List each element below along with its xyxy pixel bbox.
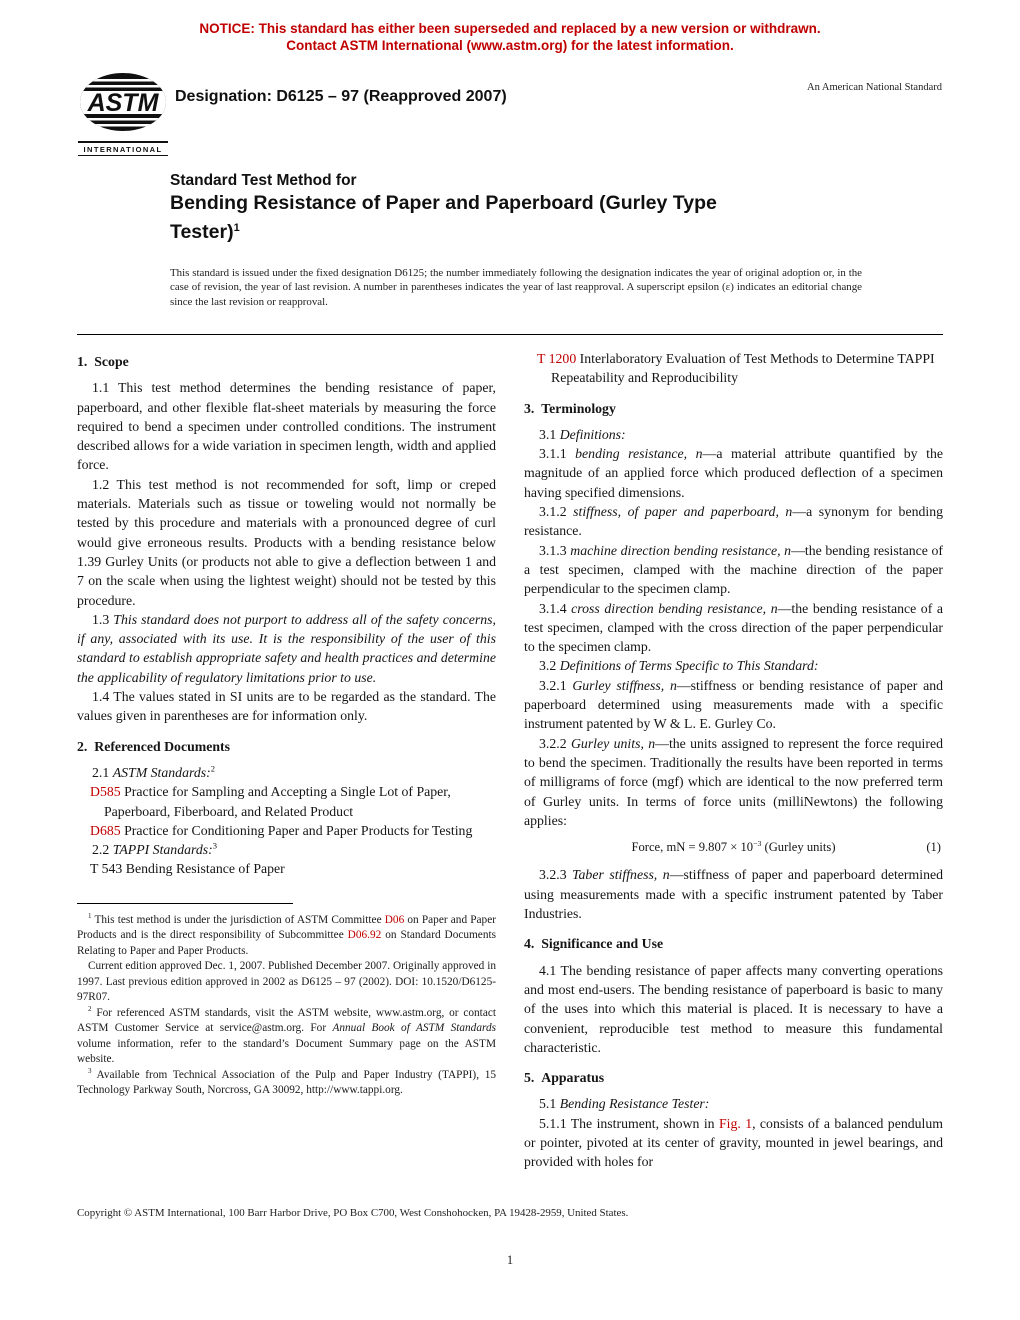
text-segment: Gurley stiffness, n <box>572 677 677 693</box>
text-segment: , consists of a balanced pendulum or pointer, pivoted at its center of gravity, mounted in jewel bearings, and provided with holes for <box>524 1115 943 1170</box>
text-segment: TAPPI Standards: <box>112 842 213 858</box>
reference-entry <box>90 821 496 840</box>
text-segment: Practice for Sampling and Accepting a Single Lot of Paper, Paperboard, Fiberboard, and Related Product <box>104 784 451 819</box>
footnote <box>77 1068 496 1099</box>
text-segment: volume information, refer to the standard’s Document Summary page on the ASTM website. <box>77 1037 496 1066</box>
text-segment: 3 <box>212 840 218 851</box>
paragraph <box>524 734 943 830</box>
paragraph <box>524 865 943 923</box>
copyright-line: Copyright © ASTM International, 100 Barr Harbor Drive, PO Box C700, West Conshohocken, PA 19428-2959, United States. <box>77 1207 629 1219</box>
text-segment: 1.4 The values stated in SI units are to be regarded as the standard. The values given in parentheses are for information only. <box>77 689 496 724</box>
text-segment: Force, mN = 9.807 × 10 <box>631 840 754 855</box>
text-segment: 3.2.1 <box>539 677 573 693</box>
page-number: 1 <box>506 1253 514 1267</box>
text-segment: —stiffness or bending resistance of paper and paperboard determined using measurements made with a specific instrument patented by W & L. E. Gurley Co. <box>524 677 943 732</box>
section-heading <box>77 352 496 371</box>
reference-entry <box>90 782 496 821</box>
text-segment: —a synonym for bending resistance. <box>524 504 944 539</box>
text-segment: stiffness, of paper and paperboard, n <box>573 504 793 520</box>
section-heading <box>77 737 496 756</box>
text-segment: Current edition approved Dec. 1, 2007. Published December 2007. Originally approved in 1997. Last previous edition approved in 2002 as D6125 – 97 (2002). DOI: 10.1520/D6125-97R07. <box>77 960 496 1004</box>
astm-logo-international-label: INTERNATIONAL <box>78 141 168 156</box>
paragraph <box>77 610 496 687</box>
text-segment: 1 <box>88 911 92 920</box>
paragraph <box>77 378 496 474</box>
equation <box>524 838 943 857</box>
section-heading <box>524 934 943 953</box>
text-segment: 3. Terminology <box>524 400 616 416</box>
supersession-notice <box>0 20 1020 54</box>
paragraph <box>524 656 943 675</box>
text-segment: 2.2 <box>92 842 113 858</box>
text-segment: 5.1 <box>539 1096 560 1112</box>
text-segment: 1.3 <box>92 611 114 627</box>
section-heading <box>524 1068 943 1087</box>
text-segment: Annual Book of ASTM Standards <box>332 1022 497 1035</box>
text-segment: —stiffness of paper and paperboard determined using measurements made with a specific instrument patented by Taber Industries. <box>524 867 944 922</box>
reference-entry <box>90 859 496 878</box>
notice-line-2: Contact ASTM International (www.astm.org) for the latest information. <box>286 38 734 53</box>
paragraph <box>77 687 496 726</box>
text-segment: 2 <box>210 763 215 774</box>
text-segment: 3.1.4 <box>539 600 572 616</box>
paragraph <box>77 763 496 782</box>
text-segment: Gurley units, n <box>570 735 656 751</box>
designation-heading: Designation: D6125 – 97 (Reapproved 2007) <box>175 88 507 105</box>
text-segment: —the bending resistance of a test specimen, clamped with the machine direction of the paper perpendicular to the specimen clamp. <box>524 542 943 597</box>
astm-globe-icon <box>78 72 168 134</box>
text-segment: 2.1 <box>92 764 113 780</box>
text-segment: 4. Significance and Use <box>524 936 664 952</box>
text-segment: Practice for Conditioning Paper and Paper Products for Testing <box>120 822 473 838</box>
paragraph <box>524 502 943 541</box>
left-column <box>77 349 496 1172</box>
document-title-text: Bending Resistance of Paper and Paperboard (Gurley Type Tester) <box>170 192 717 243</box>
paragraph <box>524 425 943 444</box>
text-segment: (Gurley units) <box>761 840 836 855</box>
text-segment: —the units assigned to represent the force required to bend the specimen. Traditionally the results have been reported in terms of milligrams of force (mgf) which are identical to the now preferred term of Gurley units. In terms of force units (milliNewtons) the following applies: <box>524 735 944 828</box>
astm-logo <box>78 72 168 156</box>
footnote <box>77 913 496 960</box>
paragraph <box>524 444 943 502</box>
text-segment: −3 <box>753 838 762 848</box>
paragraph <box>524 961 943 1057</box>
text-segment: on Paper and Paper Products and is the direct responsibility of Subcommittee <box>77 913 496 942</box>
text-segment: For referenced ASTM standards, visit the ASTM website, www.astm.org, or contact ASTM Customer Service at service@astm.org. For <box>77 1006 496 1035</box>
paragraph <box>524 541 943 599</box>
section-heading <box>524 399 943 418</box>
paragraph <box>524 1094 943 1113</box>
text-segment: —the bending resistance of a test specimen, clamped with the cross direction of the paper perpendicular to the specimen clamp. <box>524 600 943 655</box>
text-segment: 3.1 <box>539 426 560 442</box>
reference-link[interactable]: T 1200 <box>537 351 577 366</box>
text-segment: Definitions: <box>559 426 626 442</box>
text-segment: bending resistance, n <box>575 446 703 462</box>
footnote <box>77 1006 496 1068</box>
text-segment: This test method is under the jurisdiction of ASTM Committee <box>91 913 385 926</box>
text-segment: 2 <box>88 1004 92 1013</box>
equation-number: (1) <box>926 840 941 855</box>
reference-entry <box>537 349 943 388</box>
text-segment: Bending Resistance Tester: <box>559 1096 710 1112</box>
header-divider-rule <box>77 334 943 335</box>
text-segment: 3.2 <box>539 658 560 674</box>
text-segment: Available from Technical Association of the Pulp and Paper Industry (TAPPI), 15 Technology Parkway South, Norcross, GA 30092, http://www.tappi.org. <box>77 1068 496 1097</box>
text-segment: Taber stiffness, n <box>572 867 670 883</box>
reference-link[interactable]: Fig. 1 <box>718 1115 753 1131</box>
left-column-blocks <box>77 352 496 879</box>
text-segment: 5. Apparatus <box>524 1070 605 1086</box>
astm-logo-text: ASTM <box>87 89 159 117</box>
footnote <box>77 959 496 1006</box>
paragraph <box>77 475 496 610</box>
text-segment: ASTM Standards: <box>112 764 211 780</box>
title-block <box>170 170 830 245</box>
footnote-separator-rule <box>77 903 293 904</box>
notice-line-1: NOTICE: This standard has either been superseded and replaced by a new version or withdrawn. <box>199 21 821 36</box>
standard-issuance-note: This standard is issued under the fixed designation D6125; the number immediately following the designation indicates the year of original adoption or, in the case of revision, the year of last revision. A number in parentheses indicates the year of last reapproval. A superscript epsilon (ε) indicates an editorial change since the last revision or reapproval. <box>170 267 862 308</box>
text-segment: 1.2 This test method is not recommended for soft, limp or creped materials. Materials such as tissue or toweling would not normally be tested by this procedure and materials with a pronounced degree of curl would give erroneous results. Products with a bending resistance below 1.39 Gurley Units (or products not able to give a deflection between 1 and 7 on the scale when using the lightest weight) should not be tested by this procedure. <box>77 476 496 608</box>
text-segment: Interlaboratory Evaluation of Test Methods to Determine TAPPI Repeatability and Reproducibility <box>551 351 935 386</box>
text-segment: 3.1.1 <box>539 446 576 462</box>
text-segment: 1.1 This test method determines the bending resistance of paper, paperboard, and other flexible flat-sheet materials by measuring the force required to bend a specimen under controlled conditions. The instrument described allows for a wide variation in specimen length, width and applied force. <box>77 380 496 473</box>
american-national-standard-label: An American National Standard <box>806 82 942 93</box>
footnote-blocks <box>77 913 496 1099</box>
text-segment: Definitions of Terms Specific to This Standard: <box>559 658 819 674</box>
text-segment: 5.1.1 The instrument, shown in <box>539 1115 719 1131</box>
reference-link[interactable]: D06 <box>384 913 405 926</box>
paragraph <box>524 1114 943 1172</box>
text-segment: 4.1 The bending resistance of paper affects many converting operations and most end-users. The bending resistance of paperboard is basic to many of the uses into which this material is placed. It is necessary to have a convenient, reproducible test method to measure this fundamental characteristic. <box>524 962 943 1055</box>
body-columns <box>77 349 943 1172</box>
right-column-blocks <box>524 349 943 1172</box>
paragraph <box>524 676 943 734</box>
document-title <box>170 191 782 245</box>
footnotes-section <box>77 903 496 1099</box>
text-segment: This standard does not purport to address all of the safety concerns, if any, associated with its use. It is the responsibility of the user of this standard to establish appropriate safety and health practices and determine the applicability of regulatory limitations prior to use. <box>77 611 496 685</box>
reference-link[interactable]: D585 <box>90 784 121 800</box>
right-column <box>524 349 943 1172</box>
paragraph <box>524 599 943 657</box>
text-segment: on Standard Documents Relating to Paper and Paper Products. <box>77 929 497 957</box>
text-segment: 3.1.2 <box>539 504 574 520</box>
text-segment: 3.2.3 <box>539 867 573 883</box>
text-segment: 3 <box>88 1066 92 1075</box>
equation-body <box>631 840 835 854</box>
text-segment: machine direction bending resistance, n <box>570 542 792 558</box>
text-segment: T 543 Bending Resistance of Paper <box>90 861 285 877</box>
text-segment: cross direction bending resistance, n <box>571 600 778 616</box>
text-segment: 3.2.2 <box>539 735 571 751</box>
paragraph <box>77 840 496 859</box>
reference-link[interactable]: D685 <box>90 822 121 838</box>
text-segment: 3.1.3 <box>539 542 571 558</box>
text-segment: —a material attribute quantified by the magnitude of an applied force which produced deflection of a specimen having specified dimensions. <box>524 446 943 500</box>
text-segment: 1. Scope <box>77 354 129 369</box>
title-footnote-ref: 1 <box>233 222 240 234</box>
text-segment: 2. Referenced Documents <box>77 738 231 754</box>
title-kicker: Standard Test Method for <box>170 172 357 189</box>
reference-link[interactable]: D06.92 <box>347 929 382 942</box>
